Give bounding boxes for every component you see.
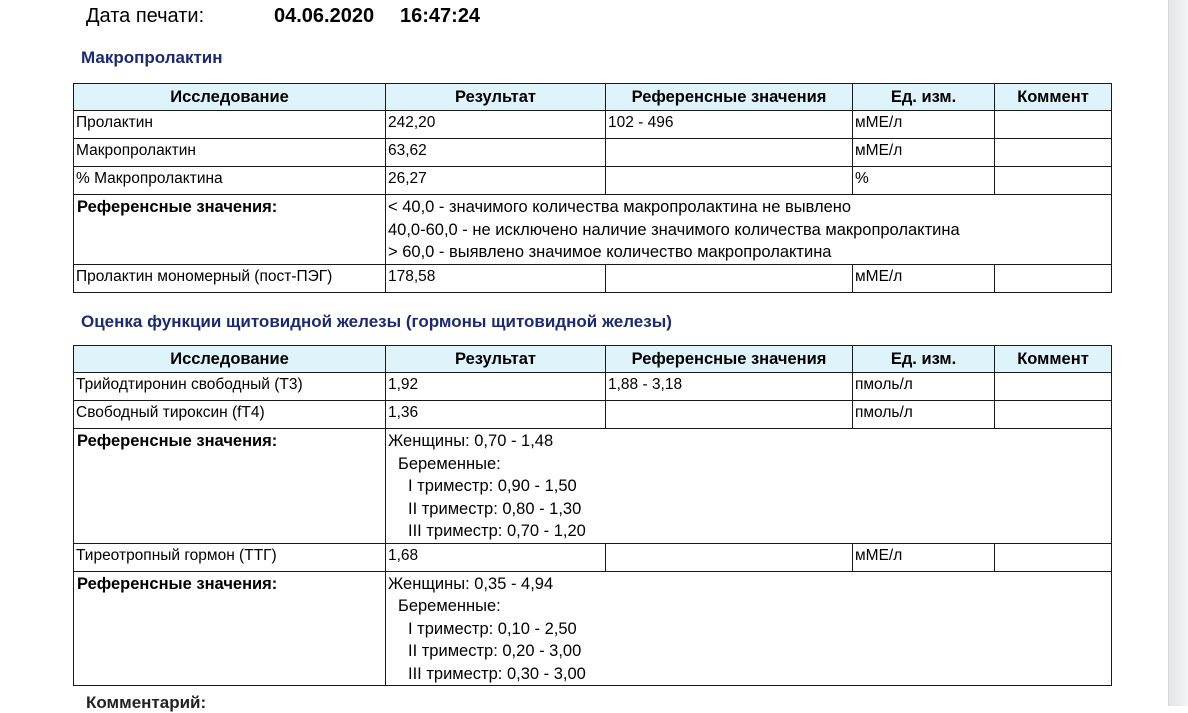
- table-row: [74, 167, 1112, 195]
- cell-test-name: Пролактин мономерный (пост-ПЭГ): [74, 264, 386, 292]
- col-header-unit: Ед. изм.: [853, 346, 995, 373]
- cell-test-name: Свободный тироксин (fT4): [74, 401, 386, 429]
- cell-result: 26,27: [386, 167, 606, 195]
- section-title-macroprolactin: Макропролактин: [81, 48, 223, 67]
- reference-text: [386, 571, 1112, 686]
- reference-line: Беременные:: [398, 454, 501, 473]
- reference-row: [74, 429, 1112, 544]
- cell-reference: [606, 167, 853, 195]
- table-row: [74, 264, 1112, 292]
- cell-unit: мМЕ/л: [853, 264, 995, 292]
- cell-reference: [606, 264, 853, 292]
- comment-heading-cut: Комментарий:: [86, 693, 207, 712]
- reference-row: [74, 195, 1112, 265]
- table-row: [74, 401, 1112, 429]
- col-header-comment: Коммент: [995, 84, 1112, 111]
- table-thyroid: [73, 345, 1112, 686]
- table-macroprolactin: [73, 83, 1112, 293]
- reference-label: Референсные значения:: [74, 195, 386, 265]
- cell-unit: мМЕ/л: [853, 139, 995, 167]
- cell-comment: [995, 139, 1112, 167]
- cell-result: 178,58: [386, 264, 606, 292]
- cell-comment: [995, 373, 1112, 401]
- reference-label: Референсные значения:: [74, 571, 386, 686]
- cell-test-name: Макропролактин: [74, 139, 386, 167]
- table-row: [74, 111, 1112, 139]
- col-header-comment: Коммент: [995, 346, 1112, 373]
- cell-reference: 102 - 496: [606, 111, 853, 139]
- cell-result: 1,36: [386, 401, 606, 429]
- cell-unit: мМЕ/л: [853, 543, 995, 571]
- reference-row: [74, 571, 1112, 686]
- cell-comment: [995, 401, 1112, 429]
- print-time-value: 16:47:24: [400, 5, 481, 27]
- reference-line: I триместр: 0,90 - 1,50: [408, 477, 577, 495]
- reference-line: < 40,0 - значимого количества макропролактина не вывлено: [388, 198, 852, 216]
- cell-result: 1,92: [386, 373, 606, 401]
- cell-test-name: Тиреотропный гормон (ТТГ): [74, 543, 386, 571]
- reference-line: II триместр: 0,20 - 3,00: [408, 642, 582, 660]
- cell-result: 1,68: [386, 543, 606, 571]
- col-header-unit: Ед. изм.: [853, 84, 995, 111]
- cell-comment: [995, 543, 1112, 571]
- viewer-background: [1168, 0, 1188, 706]
- reference-line: Женщины: 0,35 - 4,94: [388, 574, 554, 593]
- reference-text: [386, 429, 1112, 544]
- table-row: [74, 139, 1112, 167]
- reference-line: III триместр: 0,70 - 1,20: [408, 522, 586, 540]
- reference-line: III триместр: 0,30 - 3,00: [408, 664, 586, 683]
- cell-comment: [995, 264, 1112, 292]
- print-date-value: 04.06.2020: [274, 5, 375, 27]
- cell-test-name: % Макропролактина: [74, 167, 386, 195]
- table-header-row: [74, 346, 1112, 373]
- cell-test-name: Пролактин: [74, 111, 386, 139]
- col-header-reference: Референсные значения: [606, 346, 853, 373]
- cell-unit: мМЕ/л: [853, 111, 995, 139]
- col-header-test: Исследование: [74, 346, 386, 373]
- cell-result: 242,20: [386, 111, 606, 139]
- print-date-label: Дата печати:: [86, 5, 205, 27]
- table-header-row: [74, 84, 1112, 111]
- reference-label: Референсные значения:: [74, 429, 386, 544]
- table-row: [74, 373, 1112, 401]
- col-header-reference: Референсные значения: [606, 84, 853, 111]
- reference-line: > 60,0 - выявлено значимое количество макропролактина: [388, 243, 832, 261]
- cell-result: 63,62: [386, 139, 606, 167]
- cell-unit: %: [853, 167, 995, 195]
- reference-line: Женщины: 0,70 - 1,48: [388, 432, 554, 450]
- cell-comment: [995, 111, 1112, 139]
- cell-test-name: Трийодтиронин свободный (Т3): [74, 373, 386, 401]
- cell-unit: пмоль/л: [853, 401, 995, 429]
- cell-reference: [606, 543, 853, 571]
- cell-reference: [606, 139, 853, 167]
- reference-line: I триместр: 0,10 - 2,50: [408, 619, 577, 638]
- reference-line: II триместр: 0,80 - 1,30: [408, 499, 582, 518]
- table-row: [74, 543, 1112, 571]
- cell-reference: 1,88 - 3,18: [606, 373, 853, 401]
- reference-line: Беременные:: [398, 597, 501, 615]
- section-title-thyroid: Оценка функции щитовидной железы (гормоны щитовидной железы): [81, 312, 672, 331]
- col-header-test: Исследование: [74, 84, 386, 111]
- reference-text: [386, 195, 1112, 265]
- cell-reference: [606, 401, 853, 429]
- col-header-result: Результат: [386, 84, 606, 111]
- cell-comment: [995, 167, 1112, 195]
- reference-line: 40,0-60,0 - не исключено наличие значимого количества макропролактина: [388, 220, 960, 239]
- col-header-result: Результат: [386, 346, 606, 373]
- cell-unit: пмоль/л: [853, 373, 995, 401]
